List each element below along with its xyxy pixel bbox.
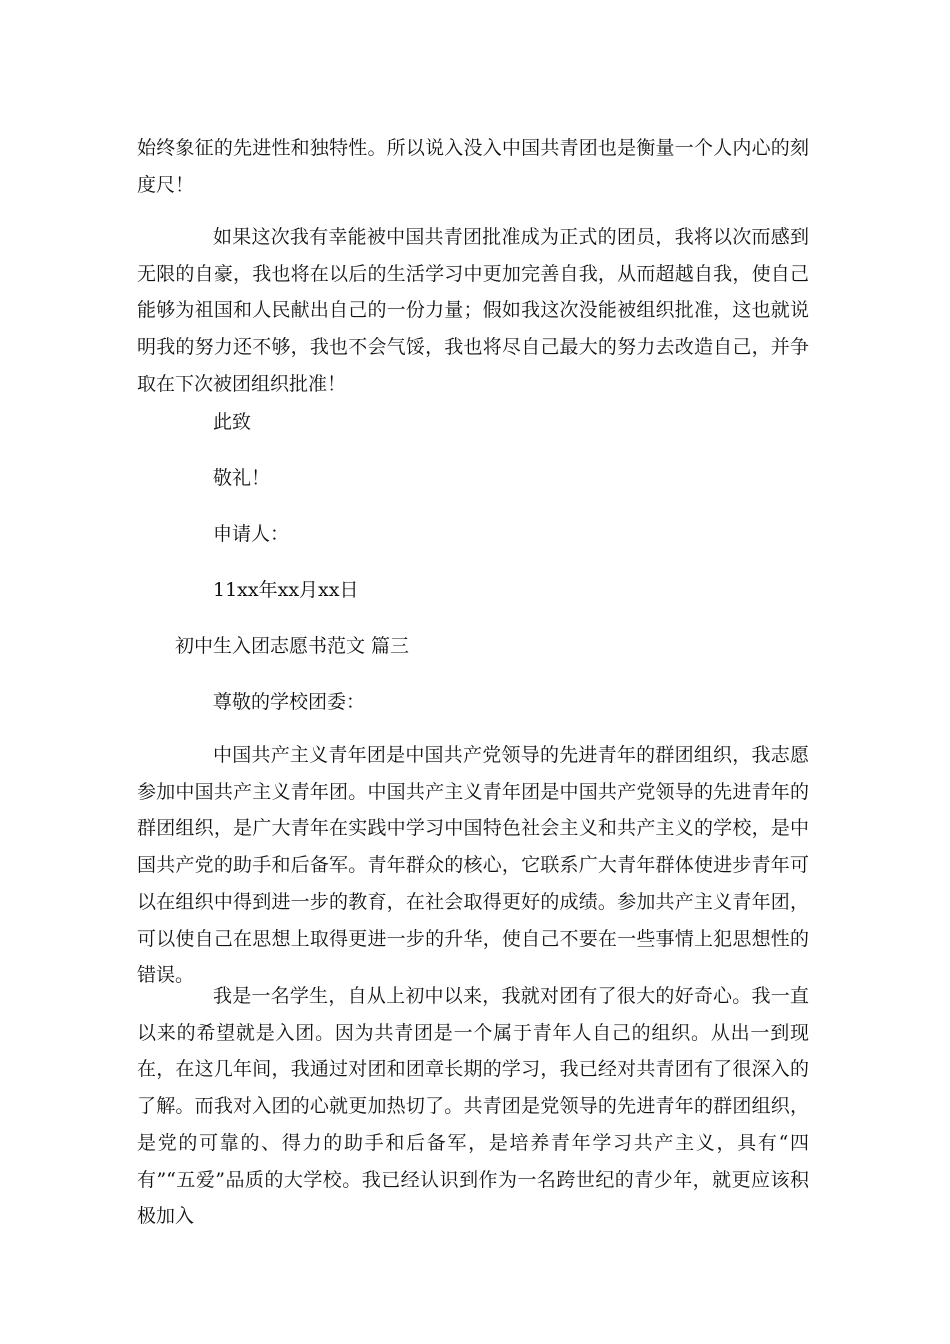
applicant-label: 申请人： (213, 523, 290, 545)
paragraph-pledge: 如果这次我有幸能被中国共青团批准成为正式的团员，我将以次而感到无限的自豪，我也将在以后的生活学习中更加完善自我，从而超越自我，使自己能够为祖国和人民献出自己的一份力量；假如我这次没能被组织批准，这也就说明我的努力还不够，我也不会气馁，我也将尽自己最大的努力去改造自己，并争取在下次被团组织批准！ (137, 226, 809, 395)
paragraph-league-intro: 中国共产主义青年团是中国共产党领导的先进青年的群团组织，我志愿参加中国共产主义青年团。中国共产主义青年团是中国共产党领导的先进青年的群团组织，是广大青年在实践中学习中国特色社会主义和共产主义的学校，是中国共产党的助手和后备军。青年群众的核心，它联系广大青年群体使进步青年可以在组织中得到进一步的教育，在社会取得更好的成绩。参加共产主义青年团，可以使自己在思想上取得更进一步的升华，使自己不要在一些事情上犯思想性的错误。 (137, 744, 809, 987)
closing-regards: 敬礼！ (213, 467, 271, 489)
salutation: 尊敬的学校团委： (213, 691, 366, 713)
section-heading: 初中生入团志愿书范文 篇三 (175, 635, 410, 657)
date-line: 11xx年xx月xx日 (213, 579, 359, 601)
paragraph-continuation: 始终象征的先进性和独特性。所以说入没入中国共青团也是衡量一个人内心的刻度尺！ (137, 137, 809, 196)
paragraph-personal-motivation: 我是一名学生，自从上初中以来，我就对团有了很大的好奇心。我一直以来的希望就是入团。因为共青团是一个属于青年人自己的组织。从出一到现在，在这几年间，我通过对团和团章长期的学习，我已经对共青团有了很深入的了解。而我对入团的心就更加热切了。共青团是党领导的先进青年的群团组织，是党的可靠的、得力的助手和后备军，是培养青年学习共产主义，具有“四有”“五爱”品质的大学校。我已经认识到作为一名跨世纪的青少年，就更应该积极加入 (137, 985, 809, 1228)
closing-salutation: 此致 (213, 411, 252, 433)
